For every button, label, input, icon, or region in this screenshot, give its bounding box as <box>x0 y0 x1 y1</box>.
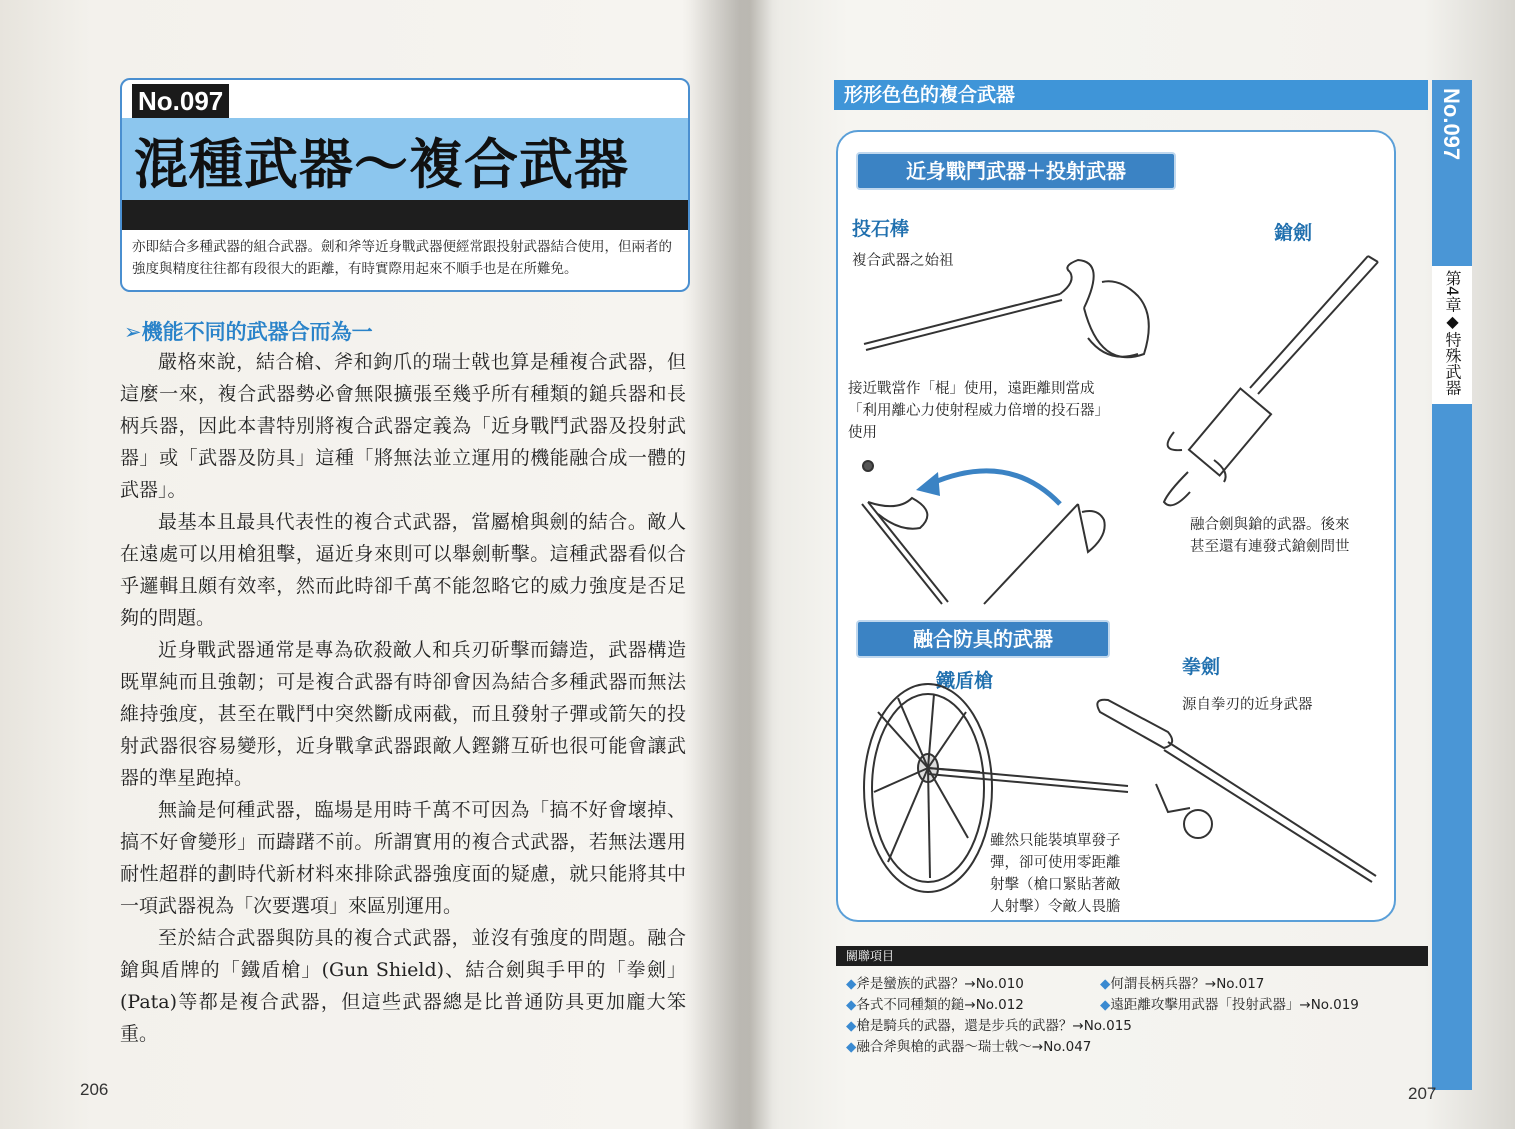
caption-line: 甚至還有連發式鎗劍問世 <box>1190 539 1350 555</box>
paragraph: 近身戰武器通常是專為砍殺敵人和兵刃斫擊而鑄造，武器構造既單純而且強韌；可是複合武器有時卻會因為結合多種武器而無法維持強度，甚至在戰鬥中突然斷成兩截，而且發射子彈或箭矢的投射武器很容易變形，近身戰拿武器跟敵人鏗鏘互斫也很可能會讓武器的準星跑掉。 <box>120 639 686 789</box>
illustration-panel <box>836 130 1396 922</box>
gutter-shadow <box>690 0 780 1129</box>
side-tab-number: No.097 <box>1439 88 1464 161</box>
page-number-right: 207 <box>1408 1084 1437 1103</box>
related-link-text: 各式不同種類的鎚→No.012 <box>856 997 1024 1013</box>
caption-line: 射擊（槍口緊貼著敵 <box>990 877 1121 893</box>
related-link[interactable] <box>846 1016 1132 1037</box>
related-link[interactable] <box>1100 995 1359 1016</box>
related-link-text: 何謂長柄兵器？→No.017 <box>1110 976 1265 992</box>
diamond-bullet-icon: ◆ <box>846 1018 857 1034</box>
paragraph: 最基本且最具代表性的複合式武器，當屬槍與劍的結合。敵人在遠處可以用槍狙擊，逼近身來則可以舉劍斬擊。這種武器看似合乎邏輯且頗有效率，然而此時卻千萬不能忽略它的威力強度是否足夠的問題。 <box>120 511 686 629</box>
diamond-bullet-icon: ◆ <box>846 1039 857 1055</box>
side-tab <box>1432 80 1472 1090</box>
related-link[interactable] <box>1100 974 1264 995</box>
related-link[interactable] <box>846 1037 1091 1058</box>
caption-line: 彈，卻可使用零距離 <box>990 855 1121 871</box>
related-bar: 關聯項目 <box>836 946 1428 966</box>
diamond-bullet-icon: ◆ <box>846 976 857 992</box>
related-link-text: 槍是騎兵的武器，還是步兵的武器？→No.015 <box>856 1018 1132 1034</box>
related-link-text: 融合斧與槍的武器～瑞士戟～→No.047 <box>856 1039 1092 1055</box>
gunshield-name: 鐵盾槍 <box>936 670 994 692</box>
caption-line: 使用 <box>848 425 877 441</box>
gun-shield-drawing <box>864 684 1128 892</box>
paragraph: 至於結合武器與防具的複合式武器，並沒有強度的問題。融合鎗與盾牌的「鐵盾槍」(Gun Shield)、結合劍與手甲的「拳劍」(Pata)等都是複合武器，但這些武器總是比普通防具更加龐大笨重。 <box>120 927 686 1045</box>
side-tab-chapter-text: 第4章◆特殊武器 <box>1443 270 1462 396</box>
paragraph: 無論是何種武器，臨場是用時千萬不可因為「搞不好會壞掉、搞不好會變形」而躊躇不前。所謂實用的複合式武器，若無法選用耐性超群的劃時代新材料來排除武器強度面的疑慮，就只能將其中一項武器視為「次要選項」來區別運用。 <box>120 799 686 917</box>
related-link[interactable] <box>846 995 1024 1016</box>
pata-subtitle: 源自拳刃的近身武器 <box>1182 697 1313 713</box>
caption-line: 雖然只能裝填單發子 <box>990 833 1121 849</box>
gunsword-name: 鎗劍 <box>1274 222 1313 244</box>
title-divider <box>122 200 688 230</box>
caption-line: 人射擊）令敵人畏膽 <box>990 899 1121 915</box>
pata-drawing <box>1097 700 1376 882</box>
right-header: 形形色色的複合武器 <box>834 80 1428 110</box>
gun-sword-drawing <box>1164 256 1378 505</box>
sling-subtitle: 複合武器之始祖 <box>852 253 954 269</box>
weapon-illustrations <box>838 132 1398 924</box>
pata-name: 拳劍 <box>1182 656 1221 678</box>
swing-arrow-head <box>916 472 940 496</box>
section1-title: 近身戰鬥武器＋投射武器 <box>856 152 1176 190</box>
page-title: 混種武器～複合武器 <box>134 133 629 196</box>
swing-arrow <box>930 471 1060 504</box>
caption-line: 融合劍與鎗的武器。後來 <box>1190 517 1350 533</box>
caption-line: 「利用離心力使射程威力倍增的投石器」 <box>848 403 1109 419</box>
sling-swing-drawing <box>862 461 1105 604</box>
related-link[interactable] <box>846 974 1024 995</box>
page-number-left: 206 <box>80 1080 109 1099</box>
entry-number: No.097 <box>132 84 229 118</box>
related-link-text: 斧是蠻族的武器？→No.010 <box>856 976 1024 992</box>
section2-title: 融合防具的武器 <box>856 620 1110 658</box>
section-heading: ➢機能不同的武器合而為一 <box>124 320 373 344</box>
diamond-bullet-icon: ◆ <box>846 997 857 1013</box>
body-text <box>120 346 686 1050</box>
summary-text: 亦即結合多種武器的組合武器。劍和斧等近身戰武器便經常跟投射武器結合使用，但兩者的強度與精度往往都有段很大的距離，有時實際用起來不順手也是在所難免。 <box>132 239 672 277</box>
sling-name: 投石棒 <box>852 218 910 240</box>
title-box <box>120 78 690 292</box>
diamond-bullet-icon: ◆ <box>1100 976 1111 992</box>
related-link-text: 遠距離攻擊用武器「投射武器」→No.019 <box>1110 997 1359 1013</box>
caption-line: 接近戰當作「棍」使用，遠距離則當成 <box>848 381 1095 397</box>
diamond-bullet-icon: ◆ <box>1100 997 1111 1013</box>
sling-staff-drawing <box>864 260 1149 357</box>
paragraph: 嚴格來說，結合槍、斧和鉤爪的瑞士戟也算是種複合武器，但這麼一來，複合武器勢必會無限擴張至幾乎所有種類的鎚兵器和長柄兵器，因此本書特別將複合武器定義為「近身戰鬥武器及投射武器」或「武器及防具」這種「將無法並立運用的機能融合成一體的武器」。 <box>120 351 686 501</box>
side-tab-chapter <box>1432 266 1472 404</box>
